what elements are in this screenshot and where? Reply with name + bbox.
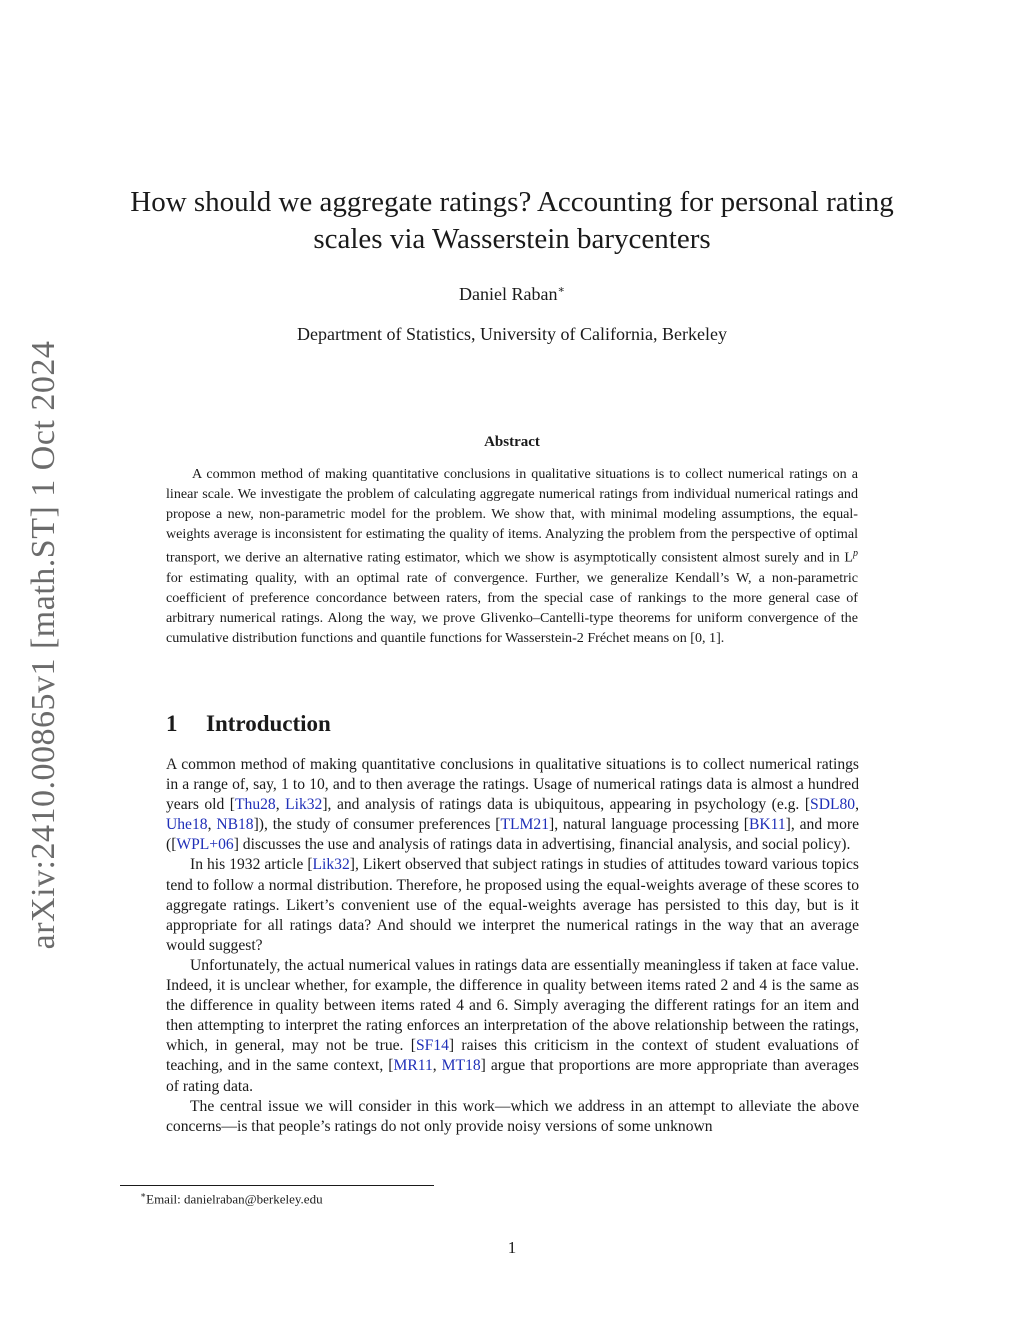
text-run: Unfortunately, the actual numerical values in ratings data are essentially meaningless if taken at face value. Indeed, it is unclear whether, for example, the difference in quality between items rated 2 and 4 is the same as the difference in quality between items rated 4 and 6. Simply averaging the different ratings for an item and then attempting to interpret the rating enforces an interpretation of the above relationship between the ratings, which, in general, may not be true. [ (166, 956, 859, 1055)
text-run: , (275, 796, 286, 814)
text-run: ]), the study of consumer preferences [ (253, 816, 501, 834)
author-footnote-mark: ∗ (557, 284, 565, 296)
author (0, 283, 1024, 305)
abstract-text-part1: A common method of making quantitative conclusions in qualitative situations is to collect numerical ratings on a linear scale. We investigate the problem of calculating aggregate numerical ratings from individual numerical ratings and propose a new, non-parametric model for the problem. We show that, with minimal modeling assumptions, the equal-weights average is inconsistent for estimating the quality of items. Analyzing the problem from the perspective of optimal transport, we derive an alternative rating estimator, which we show is asymptotically consistent almost surely and in L (166, 466, 858, 566)
arxiv-stamp: arXiv:2410.00865v1 [math.ST] 1 Oct 2024 (25, 340, 62, 950)
section-heading (166, 711, 331, 737)
text-run: ], natural language processing [ (549, 816, 749, 834)
section-number: 1 (166, 711, 178, 736)
citation-link[interactable]: Lik32 (312, 856, 350, 874)
abstract-text-part2: for estimating quality, with an optimal rate of convergence. Further, we generalize Kendall’s W, a non-parametric coefficient of preference concordance between raters, from the special case of rankings to the more general case of arbitrary numerical ratings. Along the way, we prove Glivenko–Cantelli-type theorems for uniform convergence of the cumulative distribution functions and quantile functions for Wasserstein-2 Fréchet means on [0, 1]. (166, 569, 858, 646)
paragraph (166, 755, 859, 855)
text-run: ] argue that proportions are more appropriate than averages of rating data. (166, 1057, 859, 1095)
abstract-heading: Abstract (484, 434, 540, 450)
citation-link[interactable]: NB18 (216, 816, 254, 834)
affiliation: Department of Statistics, University of California, Berkeley (297, 324, 727, 344)
citation-link[interactable]: MT18 (441, 1057, 481, 1075)
paper-title: How should we aggregate ratings? Accounting for personal rating scales via Wasserstein barycenters (130, 186, 894, 255)
citation-link[interactable]: WPL+06 (176, 836, 234, 854)
citation-link[interactable]: MR11 (393, 1057, 433, 1075)
citation-link[interactable]: Lik32 (285, 796, 323, 814)
page-number: 1 (507, 1238, 517, 1257)
footnote (140, 1190, 323, 1207)
text-run: , (207, 816, 217, 834)
citation-link[interactable]: SDL80 (810, 796, 856, 814)
citation-link[interactable]: Thu28 (235, 796, 276, 814)
paragraph (166, 1097, 859, 1137)
text-run: ] raises this criticism in the context of student evaluations of teaching, and in the same context, [ (166, 1037, 859, 1075)
text-run: ], and more ([ (166, 816, 860, 854)
text-run: A common method of making quantitative conclusions in qualitative situations is to collect numerical ratings in a range of, say, 1 to 10, and to then average the ratings. Usage of numerical ratings data is almost a hundred years old [ (166, 756, 859, 814)
citation-link[interactable]: TLM21 (500, 816, 549, 834)
citation-link[interactable]: BK11 (748, 816, 786, 834)
citation-link[interactable]: Uhe18 (166, 816, 208, 834)
author-name: Daniel Raban (459, 284, 558, 304)
footnote-mark: ∗ (140, 1190, 147, 1200)
body-text (166, 755, 859, 1137)
footnote-text: Email: danielraban@berkeley.edu (146, 1191, 323, 1207)
abstract-text (166, 464, 858, 648)
paragraph (166, 956, 859, 1097)
text-run: , (855, 796, 859, 814)
paragraph (166, 855, 859, 955)
abstract-lp-exponent: p (853, 548, 858, 559)
text-run: ], and analysis of ratings data is ubiquitous, appearing in psychology (e.g. [ (322, 796, 811, 814)
citation-link[interactable]: SF14 (415, 1037, 449, 1055)
text-run: ] discusses the use and analysis of ratings data in advertising, financial analysis, and social policy). (233, 836, 851, 854)
text-run: ], Likert observed that subject ratings in studies of attitudes toward various topics tend to follow a normal distribution. Therefore, he proposed using the equal-weights average of these scores to aggregate ratings. Likert’s convenient use of the equal-weights average has persisted to this day, but is it appropriate for all ratings data? And should we interpret the numerical ratings in the way that an average would suggest? (166, 856, 859, 954)
text-run: , (432, 1057, 442, 1075)
section-title: Introduction (206, 711, 331, 736)
footnote-rule (120, 1185, 434, 1186)
text-run: In his 1932 article [ (190, 856, 313, 874)
text-run: The central issue we will consider in this work—which we address in an attempt to alleviate the above concerns—is that people’s ratings do not only provide noisy versions of some unknown (166, 1097, 859, 1135)
